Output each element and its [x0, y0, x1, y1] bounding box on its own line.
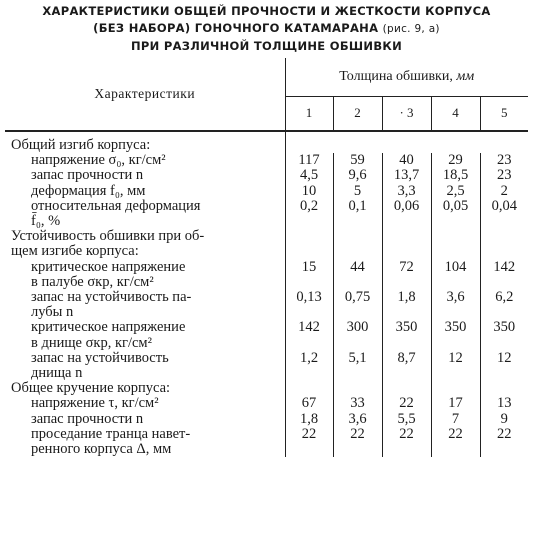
row-value: 3,3 — [382, 184, 431, 199]
row-value — [480, 244, 528, 259]
row-value — [480, 336, 528, 351]
row-value: 22 — [285, 427, 333, 442]
table-row — [5, 305, 528, 320]
row-value: 67 — [285, 396, 333, 411]
row-value — [431, 214, 480, 229]
table-row — [5, 336, 528, 351]
header-thickness-label: Толщина обшивки, — [339, 68, 453, 84]
row-value: 0,75 — [333, 290, 382, 305]
row-value: 17 — [431, 396, 480, 411]
header-col-5: 5 — [480, 96, 528, 131]
row-value: 33 — [333, 396, 382, 411]
title-line-2 — [0, 20, 533, 38]
row-value: 29 — [431, 153, 480, 168]
row-value — [480, 305, 528, 320]
row-label: проседание транца навет- — [5, 427, 285, 442]
row-value — [285, 366, 333, 381]
row-value: 5 — [333, 184, 382, 199]
row-value — [285, 244, 333, 259]
row-label: запас прочности n — [5, 412, 285, 427]
table-row — [5, 168, 528, 183]
row-value: 3,6 — [333, 412, 382, 427]
row-label: лубы n — [5, 305, 285, 320]
row-label: днища n — [5, 366, 285, 381]
row-value — [382, 305, 431, 320]
row-value — [333, 336, 382, 351]
row-label: деформация f₀, мм — [5, 184, 285, 199]
row-value — [431, 275, 480, 290]
row-value: 300 — [333, 320, 382, 335]
row-value: 350 — [431, 320, 480, 335]
row-value: 44 — [333, 260, 382, 275]
header-thickness — [285, 58, 528, 96]
row-value — [431, 366, 480, 381]
row-value — [285, 214, 333, 229]
table-title — [0, 3, 533, 55]
header-col-4: 4 — [431, 96, 480, 131]
row-value: 350 — [480, 320, 528, 335]
row-value: 1,2 — [285, 351, 333, 366]
table-row — [5, 412, 528, 427]
row-value: 2,5 — [431, 184, 480, 199]
row-value — [382, 442, 431, 457]
row-label: f̄₀, % — [5, 214, 285, 229]
row-label: Устойчивость обшивки при об- — [5, 229, 285, 244]
table-row — [5, 153, 528, 168]
row-value — [480, 366, 528, 381]
row-value — [285, 336, 333, 351]
row-value: 6,2 — [480, 290, 528, 305]
row-value — [333, 229, 382, 244]
row-value: 0,05 — [431, 199, 480, 214]
table-row — [5, 381, 528, 396]
table-row — [5, 290, 528, 305]
row-value — [285, 381, 333, 396]
table-row — [5, 244, 528, 259]
row-value: 9 — [480, 412, 528, 427]
row-value: 104 — [431, 260, 480, 275]
row-value: 13,7 — [382, 168, 431, 183]
table-row — [5, 351, 528, 366]
row-value — [431, 244, 480, 259]
table-row — [5, 427, 528, 442]
title-line-3: ПРИ РАЗЛИЧНОЙ ТОЛЩИНЕ ОБШИВКИ — [130, 39, 403, 53]
table-row — [5, 199, 528, 214]
row-value — [333, 381, 382, 396]
row-value: 22 — [333, 427, 382, 442]
table-row — [5, 214, 528, 229]
table-row — [5, 184, 528, 199]
row-value — [382, 366, 431, 381]
row-value: 142 — [285, 320, 333, 335]
row-label: напряжение σ₀, кг/см² — [5, 153, 285, 168]
table-row — [5, 442, 528, 457]
row-value: 142 — [480, 260, 528, 275]
row-value: 13 — [480, 396, 528, 411]
row-value — [333, 244, 382, 259]
row-value: 12 — [480, 351, 528, 366]
row-value: 59 — [333, 153, 382, 168]
row-value — [382, 229, 431, 244]
row-value: 9,6 — [333, 168, 382, 183]
title-figure-ref: (рис. 9, а) — [382, 23, 440, 35]
row-value: 5,1 — [333, 351, 382, 366]
row-value — [480, 275, 528, 290]
row-value: 0,2 — [285, 199, 333, 214]
row-value: 0,06 — [382, 199, 431, 214]
table-row — [5, 366, 528, 381]
table-row — [5, 275, 528, 290]
row-value — [333, 442, 382, 457]
row-value: 7 — [431, 412, 480, 427]
row-value — [382, 131, 431, 153]
row-value: 0,1 — [333, 199, 382, 214]
header-characteristics: Характеристики — [5, 58, 285, 131]
row-value: 3,6 — [431, 290, 480, 305]
row-value — [480, 381, 528, 396]
row-value: 0,04 — [480, 199, 528, 214]
row-value: 2 — [480, 184, 528, 199]
row-value — [382, 381, 431, 396]
row-value — [431, 229, 480, 244]
row-value — [431, 442, 480, 457]
row-value — [382, 214, 431, 229]
characteristics-table — [5, 58, 528, 457]
header-col-1: 1 — [285, 96, 333, 131]
row-value: 1,8 — [285, 412, 333, 427]
row-label: Общий изгиб корпуса: — [5, 131, 285, 153]
row-value — [333, 275, 382, 290]
row-value: 72 — [382, 260, 431, 275]
header-thickness-unit: мм — [456, 68, 475, 84]
row-label: ренного корпуса Δ, мм — [5, 442, 285, 457]
row-label: запас на устойчивость па- — [5, 290, 285, 305]
row-value: 40 — [382, 153, 431, 168]
row-value: 1,8 — [382, 290, 431, 305]
row-value: 22 — [480, 427, 528, 442]
table-row — [5, 320, 528, 335]
row-label: запас на устойчивость — [5, 351, 285, 366]
row-value — [333, 131, 382, 153]
row-value: 23 — [480, 168, 528, 183]
row-label: критическое напряжение — [5, 320, 285, 335]
table-row — [5, 131, 528, 153]
row-value: 15 — [285, 260, 333, 275]
title-line-2a: (БЕЗ НАБОРА) ГОНОЧНОГО КАТАМАРАНА — [93, 21, 379, 35]
row-value — [431, 381, 480, 396]
row-value — [285, 305, 333, 320]
header-col-2: 2 — [333, 96, 382, 131]
row-value — [285, 131, 333, 153]
row-label: критическое напряжение — [5, 260, 285, 275]
header-col-3: · 3 — [382, 96, 431, 131]
row-value — [480, 214, 528, 229]
title-line-1: ХАРАКТЕРИСТИКИ ОБЩЕЙ ПРОЧНОСТИ И ЖЕСТКОСТИ КОРПУСА — [42, 4, 491, 18]
row-value — [431, 131, 480, 153]
row-label: в днище σкр, кг/см² — [5, 336, 285, 351]
row-value — [382, 244, 431, 259]
row-value — [285, 275, 333, 290]
row-value: 18,5 — [431, 168, 480, 183]
row-value — [431, 305, 480, 320]
row-value: 0,13 — [285, 290, 333, 305]
row-value: 8,7 — [382, 351, 431, 366]
row-value: 22 — [382, 396, 431, 411]
row-value — [285, 229, 333, 244]
row-label: запас прочности n — [5, 168, 285, 183]
row-value — [480, 131, 528, 153]
row-value — [333, 305, 382, 320]
row-label: в палубе σкр, кг/см² — [5, 275, 285, 290]
row-value: 117 — [285, 153, 333, 168]
row-value — [480, 442, 528, 457]
row-value — [480, 229, 528, 244]
row-value — [333, 366, 382, 381]
row-label: щем изгибе корпуса: — [5, 244, 285, 259]
row-value: 12 — [431, 351, 480, 366]
row-label: напряжение τ, кг/см² — [5, 396, 285, 411]
row-value — [382, 275, 431, 290]
row-value: 5,5 — [382, 412, 431, 427]
row-value — [285, 442, 333, 457]
row-value: 23 — [480, 153, 528, 168]
table-row — [5, 260, 528, 275]
row-label: относительная деформация — [5, 199, 285, 214]
row-value — [382, 336, 431, 351]
row-value: 350 — [382, 320, 431, 335]
row-value: 22 — [382, 427, 431, 442]
row-label: Общее кручение корпуса: — [5, 381, 285, 396]
table-row — [5, 396, 528, 411]
row-value — [333, 214, 382, 229]
table-row — [5, 229, 528, 244]
row-value: 10 — [285, 184, 333, 199]
row-value: 4,5 — [285, 168, 333, 183]
row-value: 22 — [431, 427, 480, 442]
row-value — [431, 336, 480, 351]
